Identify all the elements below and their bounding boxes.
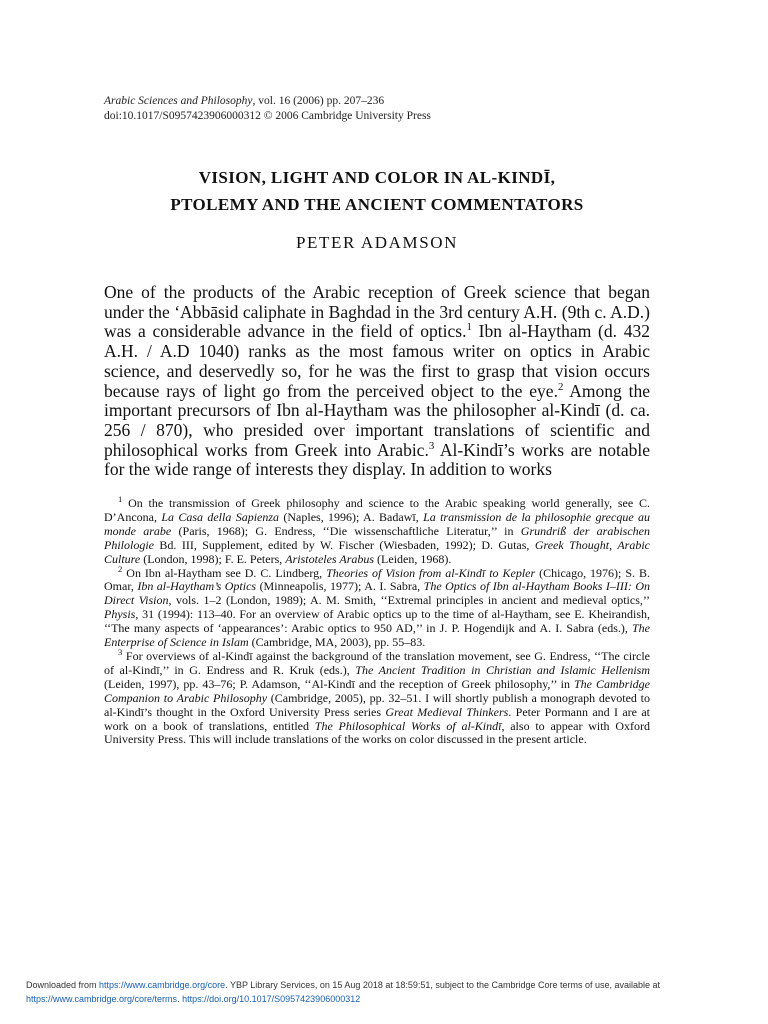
sentence-2: Ibn al-Haytham (d. 432 A.H. / A.D 1040) ranks as the most famous writer on optics in Arabic science, and deservedly so, for he was the first to grasp that vision occurs because rays of light go from the perceived object to the eye. [104, 321, 650, 401]
footnote-marker-3[interactable]: 3 [428, 439, 435, 452]
doi-copyright-line: doi:10.1017/S0957423906000312 © 2006 Cambridge University Press [104, 110, 431, 122]
footer-separator: . [177, 994, 183, 1004]
footnote-text: For overviews of al-Kindī against the background of the translation movement, see G. Endress, ‘‘The circle of al-Kindī,’’ in G. Endress and R. Kruk (eds.), [104, 649, 651, 677]
footnote-title: The Ancient Tradition in Christian and Islamic Hellenism [355, 662, 651, 677]
footnote-title: Physis [104, 607, 136, 622]
footnote-text: On Ibn al-Haytham see D. C. Lindberg, [126, 565, 327, 580]
citation-line [104, 94, 650, 109]
footnote-title: The Cambridge Companion to Arabic Philosophy [104, 676, 651, 705]
footnote-number: 3 [118, 647, 123, 657]
footnote-text: . Peter Pormann and I are at work on a book of translations, entitled [104, 704, 650, 733]
footnote-text: (Leiden, 1968). [374, 551, 452, 566]
footnote-marker-1[interactable]: 1 [466, 321, 472, 334]
footer-access-text: . YBP Library Services, on 15 Aug 2018 at 18:59:51, subject to the Cambridge Core terms of use, available at [225, 980, 661, 990]
footnote-title: La Casa della Sapienza [161, 509, 280, 524]
footnote-text: Bd. III, Supplement, edited by W. Fischer (Wiesbaden, 1992); D. Gutas, [154, 537, 535, 552]
article-title [104, 164, 650, 218]
footnotes [104, 494, 651, 747]
footnote-title: Greek Thought, Arabic Culture [104, 537, 650, 566]
footnote-title: Great Medieval Thinkers [385, 704, 509, 719]
footnote-title: The Philosophical Works of al-Kindī [314, 718, 502, 733]
journal-name: Arabic Sciences and Philosophy [104, 95, 253, 107]
footnote-title: The Optics of Ibn al-Haytham Books I–III: On Direct Vision [104, 579, 650, 608]
download-footer [26, 978, 746, 1006]
footnote-text: On the transmission of Greek philosophy and science to the Arabic speaking world generally, see C. D’Ancona, [104, 496, 651, 524]
footnote-title: Theories of Vision from al-Kindī to Kepler [326, 565, 536, 580]
footnote-number: 2 [118, 563, 123, 574]
footnote-title: Grundriß der arabischen Philologie [104, 523, 650, 552]
sentence-3: Among the important precursors of Ibn al-Haytham was the philosopher al-Kindī (d. ca. 256 / 870), who presided over important translations of scientific and philosophical works from Greek into Arabic. [104, 380, 651, 460]
footnote-title: The Enterprise of Science in Islam [104, 621, 650, 650]
footnote-text: (Cambridge, MA, 2003), pp. 55–83. [248, 635, 426, 650]
footnote-text: , vols. 1–2 (London, 1989); A. M. Smith, ‘‘Extremal principles in ancient and medieval optics,’’ [168, 593, 650, 608]
footnote-text: (Chicago, 1976); S. B. Omar, [104, 565, 650, 594]
article-page [104, 94, 650, 747]
sentence-1: One of the products of the Arabic reception of Greek science that began under the ‘Abbāsid caliphate in Baghdad in the 3rd century A.H. (9th c. A.D.) was a considerable advance in the field of optics. [104, 282, 650, 342]
footnote-text: , also to appear with Oxford University Press. This will include translations of the works on color discussed in the present article. [104, 718, 650, 747]
footnote-2 [104, 563, 650, 650]
doi-link[interactable]: https://doi.org/10.1017/S0957423906000312 [182, 994, 361, 1004]
footnote-text: , 31 (1994): 113–40. For an overview of Arabic optics up to the time of al-Haytham, see E. Kheirandish, ‘‘The many aspects of ‘appearances’: Arabic optics to 950 AD,’’ in J. P. Hogendijk and A. I. Sabra (eds.), [104, 607, 650, 636]
footnote-number: 1 [118, 494, 123, 505]
terms-link[interactable]: https://www.cambridge.org/core/terms [26, 994, 178, 1004]
footnote-text: (Naples, 1996); A. Badawī, [279, 509, 424, 524]
journal-header [104, 94, 650, 124]
footnote-text: (Cambridge, 2005), pp. 32–51. I will shortly publish a monograph devoted to al-Kindī’s thought in the Oxford University Press series [104, 690, 650, 719]
footnote-marker-2[interactable]: 2 [557, 380, 564, 393]
footnote-1 [104, 494, 651, 567]
footnote-text: (London, 1998); F. E. Peters, [140, 551, 286, 566]
title-line-1: VISION, LIGHT AND COLOR IN AL-KINDĪ, [198, 168, 556, 187]
volume-pages: , vol. 16 (2006) pp. 207–236 [252, 95, 385, 107]
footnote-title: Aristoteles Arabus [285, 551, 375, 566]
author-name: PETER ADAMSON [295, 233, 458, 252]
body-paragraph [104, 283, 650, 480]
footnote-title: Ibn al-Haytham’s Optics [137, 579, 257, 594]
footnote-3 [104, 647, 651, 747]
footer-prefix: Downloaded from [26, 980, 100, 990]
footnote-text: (Minneapolis, 1977); A. I. Sabra, [256, 579, 424, 594]
sentence-4: Al-Kindī’s works are notable for the wide range of interests they display. In addition to works [104, 439, 650, 480]
footnote-title: La transmission de la philosophie grecque au monde arabe [104, 509, 651, 538]
title-line-2: PTOLEMY AND THE ANCIENT COMMENTATORS [170, 195, 584, 214]
paragraph-1 [104, 283, 650, 480]
footnote-text: (Paris, 1968); G. Endress, ‘‘Die wissenschaftliche Literatur,’’ in [171, 523, 521, 538]
cambridge-core-link[interactable]: https://www.cambridge.org/core [99, 980, 226, 990]
footnote-text: (Leiden, 1997), pp. 43–76; P. Adamson, ‘‘Al-Kindī and the reception of Greek philosophy,’’ in [104, 676, 574, 691]
